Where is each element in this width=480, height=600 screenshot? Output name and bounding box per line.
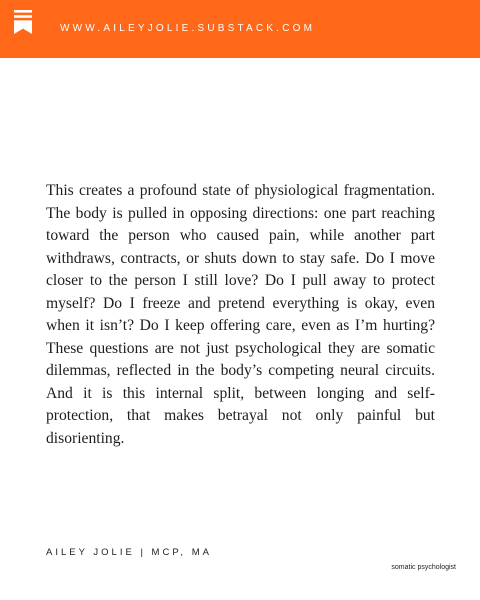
author-credit: AILEY JOLIE | MCP, MA — [46, 547, 212, 558]
substack-bookmark-icon[interactable] — [14, 10, 32, 34]
site-url[interactable]: WWW.AILEYJOLIE.SUBSTACK.COM — [60, 23, 316, 34]
header-bar — [0, 0, 480, 58]
body-paragraph: This creates a profound state of physiological fragmentation. The body is pulled in opposing directions: one part reaching toward the person who caused pain, while another part withdraws, contracts, or shuts down to stay safe. Do I move closer to the person I still love? Do I pull away to protect myself? Do I freeze and pretend everything is okay, even when it isn’t? Do I keep offering care, even as I’m hurting? These questions are not just psychological they are somatic dilemmas, reflected in the body’s competing neural circuits. And it is this internal split, between longing and self-protection, that makes betrayal not only painful but disorienting. — [46, 182, 435, 447]
author-role: somatic psychologist — [391, 564, 456, 571]
